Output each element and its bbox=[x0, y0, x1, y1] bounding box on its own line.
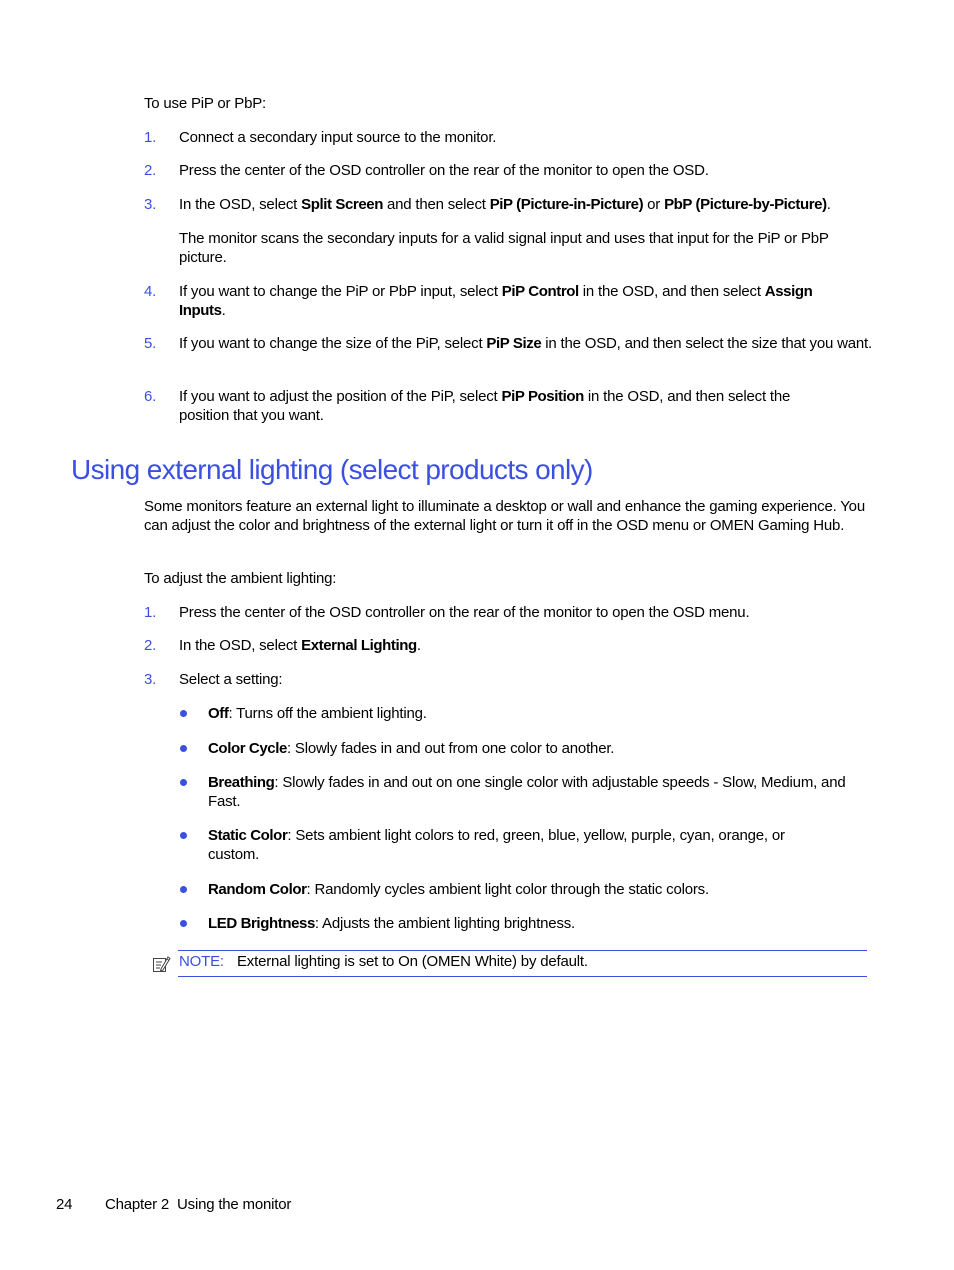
step-number: 5. bbox=[144, 335, 157, 352]
section-paragraph: Some monitors feature an external light to illuminate a desktop or wall and enhance the gaming experience. You can adjust the color and brightness of the external light or turn it off in the OSD menu or OMEN Gaming Hub. bbox=[144, 498, 865, 534]
setting-name: Color Cycle bbox=[208, 740, 287, 757]
step-text: Connect a secondary input source to the monitor. bbox=[179, 129, 497, 146]
step-text: Select a setting: bbox=[179, 671, 283, 688]
ui-term: PiP Control bbox=[501, 283, 579, 300]
setting-name: Off bbox=[208, 705, 229, 722]
step-number: 1. bbox=[144, 604, 157, 621]
step-text: In the OSD, select External Lighting. bbox=[179, 637, 421, 654]
bullet-icon bbox=[180, 920, 187, 927]
page-number: 24 bbox=[56, 1196, 73, 1213]
setting-item: LED Brightness: Adjusts the ambient lighting brightness. bbox=[208, 915, 576, 932]
ui-term: PiP Position bbox=[501, 388, 584, 405]
step-text: Press the center of the OSD controller on the rear of the monitor to open the OSD. bbox=[179, 162, 709, 179]
ui-term: PiP (Picture-in-Picture) bbox=[489, 196, 644, 213]
setting-item: Color Cycle: Slowly fades in and out from one color to another. bbox=[208, 740, 615, 757]
step-number: 1. bbox=[144, 129, 157, 146]
setting-name: Breathing bbox=[208, 774, 275, 791]
step-number: 4. bbox=[144, 283, 157, 300]
ambient-intro: To adjust the ambient lighting: bbox=[144, 570, 337, 587]
step-number: 6. bbox=[144, 388, 157, 405]
bullet-icon bbox=[180, 832, 187, 839]
note-text: External lighting is set to On (OMEN White) by default. bbox=[237, 953, 588, 970]
note-icon bbox=[151, 954, 171, 974]
note-bottom-rule bbox=[178, 976, 867, 977]
step-text: If you want to change the size of the PiP, select PiP Size in the OSD, and then select the size that you want. bbox=[179, 335, 872, 352]
step-text: Press the center of the OSD controller on the rear of the monitor to open the OSD menu. bbox=[179, 604, 750, 621]
setting-name: LED Brightness bbox=[208, 915, 315, 932]
setting-item: Off: Turns off the ambient lighting. bbox=[208, 705, 427, 722]
bullet-icon bbox=[180, 886, 187, 893]
chapter-title: Chapter 2 Using the monitor bbox=[105, 1196, 292, 1213]
ui-term: Assign Inputs bbox=[179, 283, 813, 319]
bullet-icon bbox=[180, 710, 187, 717]
step-text: If you want to change the PiP or PbP input, select PiP Control in the OSD, and then select Assign Inputs. bbox=[179, 283, 813, 319]
ui-term: PbP (Picture-by-Picture) bbox=[664, 196, 827, 213]
setting-name: Random Color bbox=[208, 881, 307, 898]
ui-term: PiP Size bbox=[486, 335, 542, 352]
step-number: 3. bbox=[144, 196, 157, 213]
step-text: In the OSD, select Split Screen and then select PiP (Picture-in-Picture) or PbP (Picture-by-Picture). bbox=[179, 196, 831, 213]
step-subtext: The monitor scans the secondary inputs for a valid signal input and uses that input for the PiP or PbP picture. bbox=[179, 230, 829, 266]
step-text: If you want to adjust the position of the PiP, select PiP Position in the OSD, and then select the position that you want. bbox=[179, 388, 791, 424]
step-number: 3. bbox=[144, 671, 157, 688]
step-number: 2. bbox=[144, 637, 157, 654]
step-number: 2. bbox=[144, 162, 157, 179]
setting-item: Random Color: Randomly cycles ambient light color through the static colors. bbox=[208, 881, 709, 898]
bullet-icon bbox=[180, 745, 187, 752]
setting-item: Breathing: Slowly fades in and out on one single color with adjustable speeds - Slow, Medium, and Fast. bbox=[208, 774, 846, 810]
note-label: NOTE: bbox=[179, 953, 224, 970]
ui-term: Split Screen bbox=[301, 196, 383, 213]
ui-term: External Lighting bbox=[301, 637, 417, 654]
bullet-icon bbox=[180, 779, 187, 786]
note-top-rule bbox=[178, 950, 867, 951]
setting-name: Static Color bbox=[208, 827, 288, 844]
intro-text: To use PiP or PbP: bbox=[144, 95, 267, 112]
setting-item: Static Color: Sets ambient light colors to red, green, blue, yellow, purple, cyan, orange, or custom. bbox=[208, 827, 785, 863]
section-heading: Using external lighting (select products only) bbox=[71, 454, 593, 485]
